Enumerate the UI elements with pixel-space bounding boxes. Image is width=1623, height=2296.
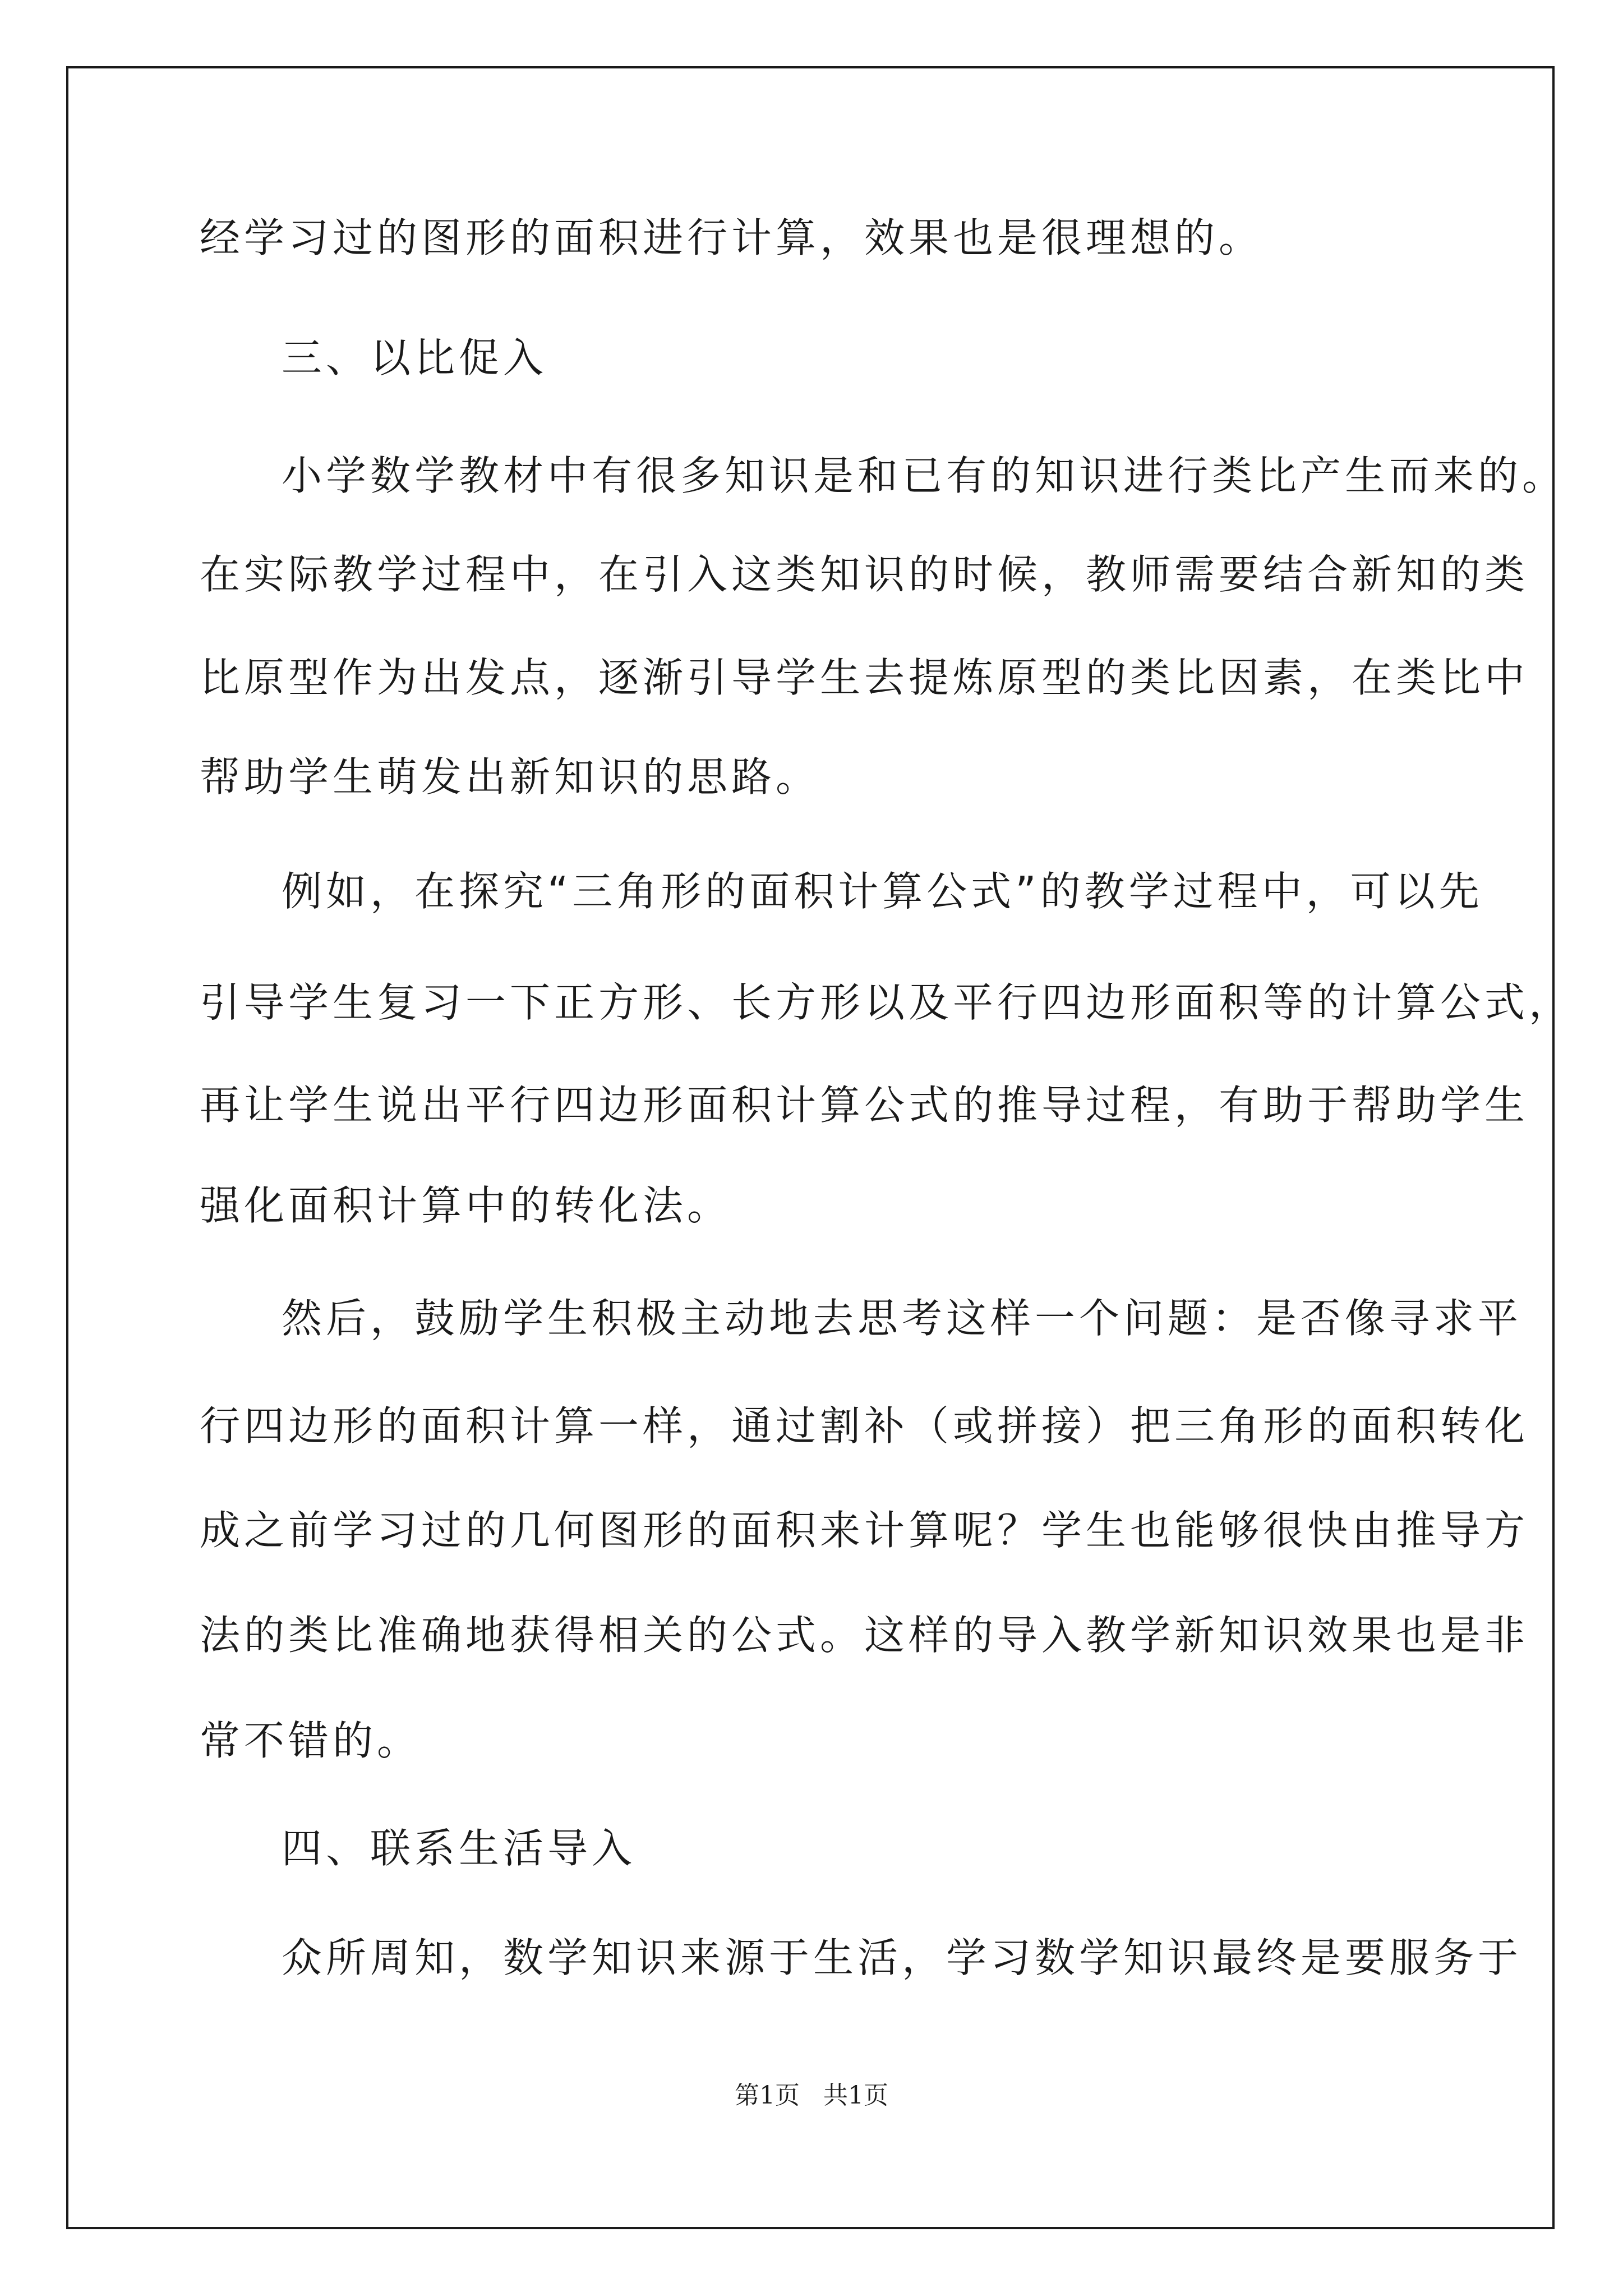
section-heading: 四、联系生活导入: [282, 1825, 637, 1872]
page-number-footer: 第1页 共1页: [735, 2081, 888, 2110]
body-text-line: 行四边形的面积计算一样，通过割补（或拼接）把三角形的面积转化: [200, 1402, 1529, 1450]
page-border: [66, 66, 1555, 2229]
body-text-line: 众所周知，数学知识来源于生活，学习数学知识最终是要服务于: [282, 1934, 1523, 1981]
body-text-line: 法的类比准确地获得相关的公式。这样的导入教学新知识效果也是非: [200, 1612, 1529, 1659]
body-text-line: 常不错的。: [200, 1717, 422, 1764]
body-text-line: 强化面积计算中的转化法。: [200, 1182, 732, 1229]
body-text-line: 比原型作为出发点，逐渐引导学生去提炼原型的类比因素，在类比中: [200, 654, 1529, 701]
body-text-line: 例如，在探究“三角形的面积计算公式”的教学过程中，可以先: [282, 868, 1483, 915]
body-text-line: 在实际教学过程中，在引入这类知识的时候，教师需要结合新知的类: [200, 551, 1529, 598]
section-heading: 三、以比促入: [282, 334, 548, 381]
body-text-line: 引导学生复习一下正方形、长方形以及平行四边形面积等的计算公式，: [200, 979, 1574, 1026]
body-text-line: 帮助学生萌发出新知识的思路。: [200, 753, 820, 800]
body-text-line: 然后，鼓励学生积极主动地去思考这样一个问题：是否像寻求平: [282, 1295, 1523, 1342]
body-text-line: 再让学生说出平行四边形面积计算公式的推导过程，有助于帮助学生: [200, 1082, 1529, 1129]
body-text-line: 经学习过的图形的面积进行计算，效果也是很理想的。: [200, 214, 1264, 261]
body-text-line: 成之前学习过的几何图形的面积来计算呢？学生也能够很快由推导方: [200, 1507, 1529, 1554]
body-text-line: 小学数学教材中有很多知识是和已有的知识进行类比产生而来的。: [282, 452, 1567, 499]
